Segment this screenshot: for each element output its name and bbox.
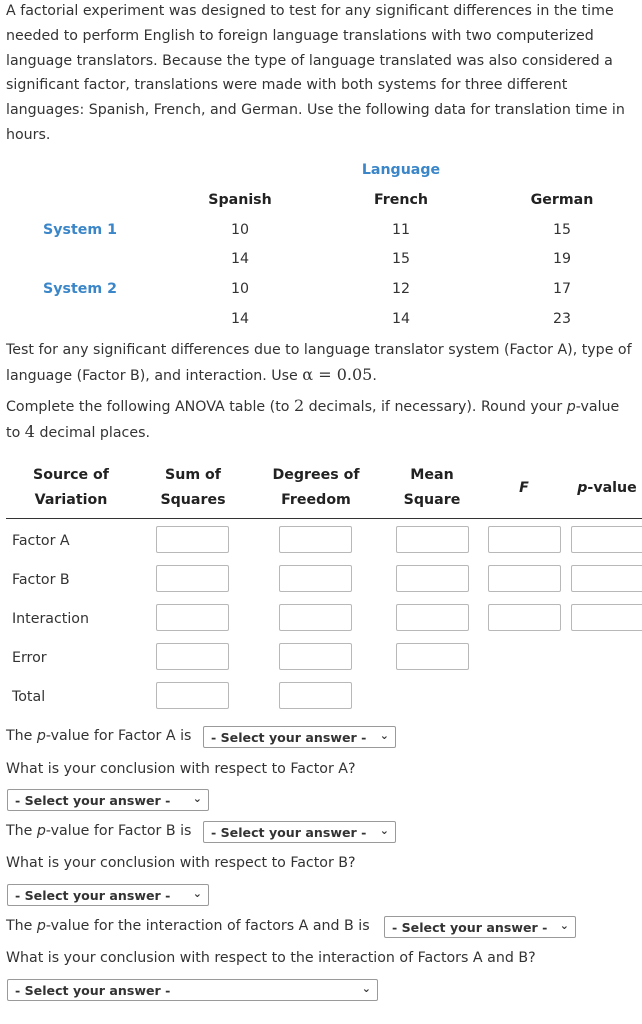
data-cell: 10 [230,281,250,297]
intro-line: needed to perform English to foreign language translations with two computerized [6,27,594,44]
instruction-places: 4 [24,421,35,441]
f-factor-b-input[interactable] [488,565,561,592]
header-source: Source of Variation [33,467,109,508]
ss-error-input[interactable] [156,643,229,670]
ms-factor-a-input[interactable] [396,526,469,553]
test-line-2: language (Factor B), and interaction. Use [6,367,303,384]
df-total-input[interactable] [279,682,352,709]
instruction-paragraph [6,394,642,446]
conclusion-interaction-question: What is your conclusion with respect to the interaction of Factors A and B? [6,950,536,966]
data-cell: 15 [391,251,411,267]
row-label-factor-b: Factor B [12,572,70,588]
alpha-value: = 0.05 [313,364,373,384]
col-header-german: German [530,192,594,208]
ss-total-input[interactable] [156,682,229,709]
p-factor-b-input[interactable] [571,565,642,592]
language-header: Language [361,162,441,178]
data-cell: 14 [230,311,250,327]
intro-paragraph [6,0,642,148]
data-cell: 15 [552,222,572,238]
intro-line: significant factor, translations were made with both systems for three different [6,77,568,94]
row-header-system-2: System 2 [43,281,117,297]
ss-factor-a-input[interactable] [156,526,229,553]
test-paragraph [6,338,642,389]
p-value-factor-a-select[interactable]: - Select your answer - ⌄ [203,726,396,748]
intro-line: hours. [6,126,51,143]
header-degrees-of-freedom: Degrees of Freedom [272,467,360,508]
col-header-spanish: Spanish [208,192,272,208]
instruction-text: decimals, if necessary). Round your [304,399,567,415]
ss-interaction-input[interactable] [156,604,229,631]
data-cell: 11 [391,222,411,238]
instruction-text: decimal places. [34,424,150,441]
ms-error-input[interactable] [396,643,469,670]
header-f: F [519,480,529,496]
test-line-2-end: . [372,367,377,384]
chevron-down-icon: ⌄ [192,792,202,805]
ss-factor-b-input[interactable] [156,565,229,592]
col-header-french: French [373,192,429,208]
data-cell: 23 [552,311,572,327]
f-factor-a-input[interactable] [488,526,561,553]
p-factor-a-input[interactable] [571,526,642,553]
p-interaction-input[interactable] [571,604,642,631]
header-sum-of-squares: Sum of Squares [160,467,226,508]
conclusion-factor-a-question: What is your conclusion with respect to Factor A? [6,761,356,777]
chevron-down-icon: ⌄ [361,982,371,995]
instruction-text: to [6,424,25,441]
chevron-down-icon: ⌄ [379,824,389,837]
data-cell: 12 [391,281,411,297]
header-mean-square: Mean Square [403,467,461,508]
df-factor-b-input[interactable] [279,565,352,592]
chevron-down-icon: ⌄ [559,919,569,932]
data-cell: 17 [552,281,572,297]
data-cell: 14 [230,251,250,267]
chevron-down-icon: ⌄ [379,729,389,742]
data-cell: 19 [552,251,572,267]
conclusion-interaction-select[interactable]: - Select your answer - ⌄ [7,979,378,1001]
intro-line: languages: Spanish, French, and German. Use the following data for translation time in [6,102,625,119]
p-value-factor-b-select[interactable]: - Select your answer - ⌄ [203,821,396,843]
row-label-error: Error [12,650,47,666]
instruction-text: -value [575,399,620,415]
ms-interaction-input[interactable] [396,604,469,631]
instruction-p-italic: p [566,399,576,415]
df-factor-a-input[interactable] [279,526,352,553]
conclusion-factor-b-select[interactable]: - Select your answer - ⌄ [7,884,209,906]
test-line-1: Test for any significant differences due to language translator system (Factor A), type of [6,342,632,358]
row-label-total: Total [12,689,46,705]
intro-line: language translators. Because the type of language translated was also considered a [6,52,613,69]
p-value-factor-a-question: The p-value for Factor A is [6,728,192,744]
alpha-symbol: α [302,364,314,384]
df-interaction-input[interactable] [279,604,352,631]
row-label-interaction: Interaction [12,611,89,627]
header-divider [6,518,642,519]
p-value-interaction-select[interactable]: - Select your answer - ⌄ [384,916,576,938]
p-value-factor-b-question: The p-value for Factor B is [6,823,192,839]
instruction-decimals: 2 [293,396,305,415]
ms-factor-b-input[interactable] [396,565,469,592]
chevron-down-icon: ⌄ [192,887,202,900]
df-error-input[interactable] [279,643,352,670]
header-p-value: p-value [577,480,637,496]
data-cell: 14 [391,311,411,327]
row-label-factor-a: Factor A [12,533,70,549]
row-header-system-1: System 1 [43,222,117,238]
conclusion-factor-b-question: What is your conclusion with respect to Factor B? [6,855,356,871]
intro-line: A factorial experiment was designed to test for any significant differences in the time [6,3,614,19]
p-value-interaction-question: The p-value for the interaction of factors A and B is [6,918,370,934]
data-cell: 10 [230,222,250,238]
instruction-text: Complete the following ANOVA table (to [6,399,294,415]
conclusion-factor-a-select[interactable]: - Select your answer - ⌄ [7,789,209,811]
f-interaction-input[interactable] [488,604,561,631]
